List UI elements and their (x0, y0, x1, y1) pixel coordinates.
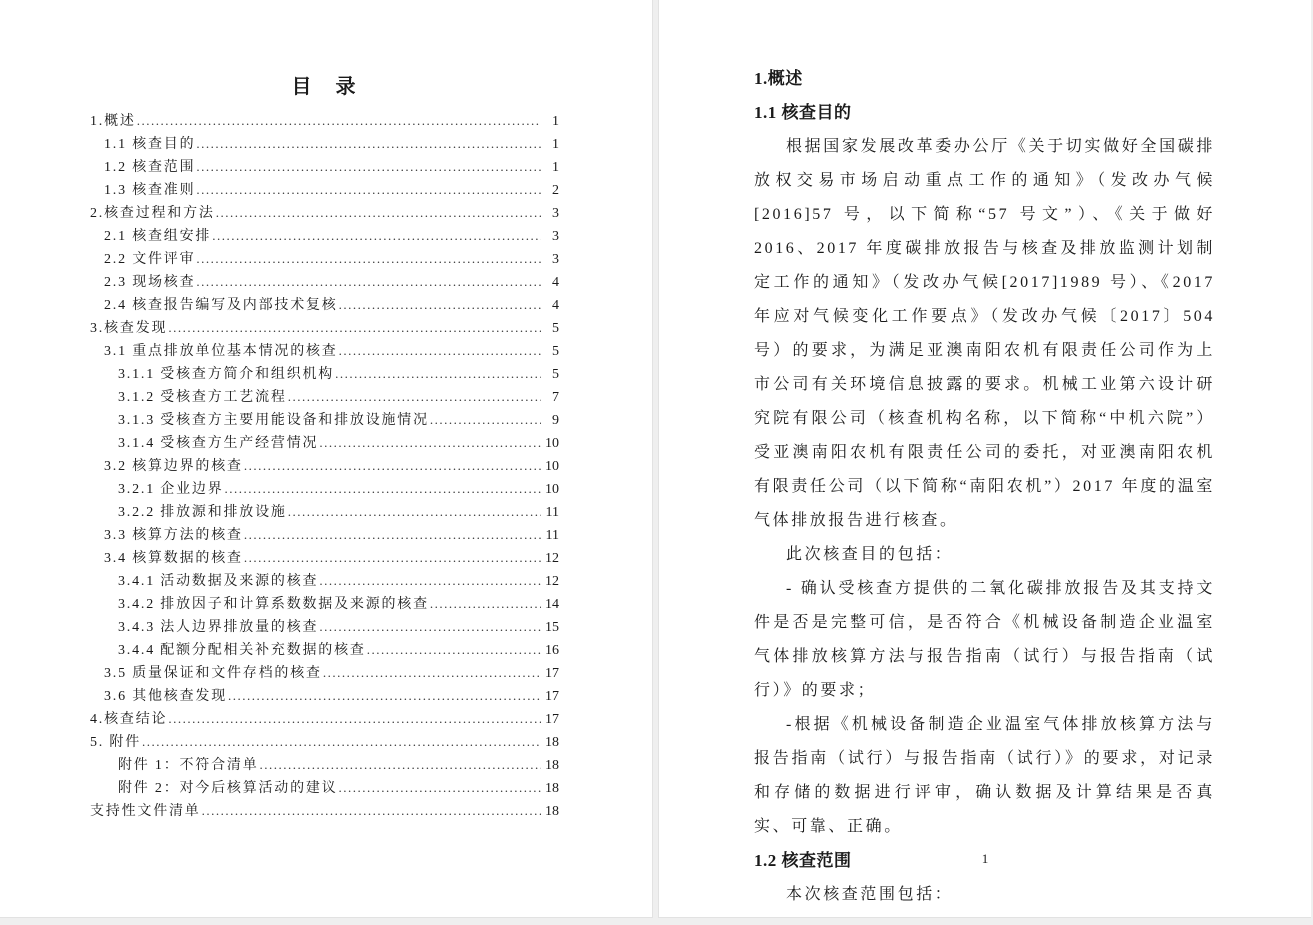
toc-entry-page-number: 18 (545, 781, 559, 796)
toc-entry-page-number: 17 (545, 689, 559, 704)
toc-dot-leader (228, 685, 541, 708)
toc-entry-page-number: 10 (545, 482, 559, 497)
toc-dot-leader (137, 110, 541, 133)
toc-entry[interactable] (90, 455, 559, 478)
toc-entry-label: 3.2 核算边界的核查 (104, 459, 243, 474)
section-1-heading: 1.概述 (754, 69, 803, 88)
toc-entry-label: 3.核查发现 (90, 321, 168, 336)
toc-entry-page-number: 1 (552, 137, 559, 152)
toc-dot-leader (339, 294, 541, 317)
toc-entry-page-number: 12 (545, 551, 559, 566)
toc-entry[interactable] (90, 570, 559, 593)
toc-entry[interactable] (90, 639, 559, 662)
toc-entry[interactable] (90, 731, 559, 754)
toc-entry-page-number: 3 (552, 206, 559, 221)
toc-entry[interactable] (90, 616, 559, 639)
section-1-1-heading: 1.1 核查目的 (754, 103, 852, 122)
toc-dot-leader (244, 524, 541, 547)
toc-entry-label: 3.1 重点排放单位基本情况的核查 (104, 344, 338, 359)
toc-entry[interactable] (90, 179, 559, 202)
toc-dot-leader (142, 731, 541, 754)
toc-entry[interactable] (90, 363, 559, 386)
toc-dot-leader (319, 616, 541, 639)
toc-entry-page-number: 11 (545, 528, 559, 543)
toc-entry-page-number: 11 (545, 505, 559, 520)
toc-dot-leader (323, 662, 541, 685)
toc-entry-label: 附件 2：对今后核算活动的建议 (118, 781, 338, 796)
toc-dot-leader (319, 432, 541, 455)
paragraph: 根据国家发展改革委办公厅《关于切实做好全国碳排放权交易市场启动重点工作的通知》（发改办气候[2016]57 号，以下简称“57 号文”）、《关于做好 2016、2017 年度碳排放报告与核查及排放监测计划制定工作的通知》（发改办气候[2017]1989 号）、《2017 年应对气候变化工作要点》（发改办气候〔2017〕504 号）的要求，为满足亚澳南阳农机有限责任公司作为上市公司有关环境信息披露的要求。机械工业第六设计研究院有限公司（核查机构名称，以下简称“中机六院”）受亚澳南阳农机有限责任公司的委托，对亚澳南阳农机有限责任公司（以下简称“南阳农机”）2017 年度的温室气体排放报告进行核查。 (754, 138, 1215, 529)
toc-entry-page-number: 15 (545, 620, 559, 635)
toc-dot-leader (339, 777, 542, 800)
toc-dot-leader (430, 593, 541, 616)
toc-entry-label: 3.1.2 受核查方工艺流程 (118, 390, 287, 405)
toc-entry[interactable] (90, 133, 559, 156)
toc-entry-page-number: 7 (552, 390, 559, 405)
toc-entry-page-number: 14 (545, 597, 559, 612)
toc-dot-leader (319, 570, 541, 593)
section-1-2-paragraph: 本次核查范围包括： (786, 886, 954, 903)
toc-dot-leader (335, 363, 541, 386)
toc-entry[interactable] (90, 800, 559, 823)
toc-entry-page-number: 17 (545, 712, 559, 727)
toc-entry-page-number: 3 (552, 229, 559, 244)
toc-entry-page-number: 16 (545, 643, 559, 658)
toc-entry-label: 1.2 核查范围 (104, 160, 196, 175)
content-page (658, 0, 1311, 918)
toc-entry-label: 3.5 质量保证和文件存档的核查 (104, 666, 322, 681)
paragraph: -根据《机械设备制造企业温室气体排放核算方法与报告指南（试行）与报告指南（试行）》的要求，对记录和存储的数据进行评审，确认数据及计算结果是否真实、可靠、正确。 (754, 716, 1215, 835)
toc-dot-leader (196, 156, 541, 179)
toc-entry-label: 2.3 现场核查 (104, 275, 196, 290)
toc-entry-label: 3.4.1 活动数据及来源的核查 (118, 574, 319, 589)
toc-dot-leader (339, 340, 541, 363)
toc-entry[interactable] (90, 248, 559, 271)
toc-entry-page-number: 5 (552, 367, 559, 382)
toc-entry-label: 3.2.2 排放源和排放设施 (118, 505, 287, 520)
toc-entry-page-number: 2 (552, 183, 559, 198)
toc-dot-leader (244, 547, 541, 570)
toc-entry-label: 3.6 其他核查发现 (104, 689, 227, 704)
toc-entry[interactable] (90, 547, 559, 570)
toc-entry[interactable] (90, 409, 559, 432)
toc-list (90, 110, 559, 823)
section-1-1-body (754, 130, 1215, 844)
page-number: 1 (981, 851, 989, 866)
toc-entry-page-number: 1 (552, 160, 559, 175)
toc-entry-label: 附件 1：不符合清单 (118, 758, 259, 773)
toc-entry-page-number: 5 (552, 344, 559, 359)
toc-entry-label: 2.2 文件评审 (104, 252, 196, 267)
toc-entry[interactable] (90, 271, 559, 294)
toc-entry-label: 1.3 核查准则 (104, 183, 196, 198)
toc-dot-leader (430, 409, 541, 432)
toc-entry[interactable] (90, 524, 559, 547)
toc-entry[interactable] (90, 317, 559, 340)
toc-entry[interactable] (90, 432, 559, 455)
toc-entry-label: 1.1 核查目的 (104, 137, 196, 152)
toc-entry[interactable] (90, 156, 559, 179)
toc-dot-leader (260, 754, 542, 777)
toc-entry[interactable] (90, 708, 559, 731)
section-1-2-heading: 1.2 核查范围 (754, 851, 852, 870)
toc-entry-label: 1.概述 (90, 114, 136, 129)
toc-dot-leader (288, 386, 541, 409)
toc-entry-page-number: 5 (552, 321, 559, 336)
toc-title: 目 录 (291, 76, 358, 98)
toc-entry-page-number: 4 (552, 298, 559, 313)
toc-entry[interactable] (90, 593, 559, 616)
toc-entry-page-number: 18 (545, 758, 559, 773)
toc-entry-label: 3.4 核算数据的核查 (104, 551, 243, 566)
toc-entry[interactable] (90, 478, 559, 501)
toc-entry-page-number: 10 (545, 459, 559, 474)
toc-entry-label: 3.4.2 排放因子和计算系数数据及来源的核查 (118, 597, 429, 612)
toc-entry-page-number: 10 (545, 436, 559, 451)
toc-entry-page-number: 17 (545, 666, 559, 681)
toc-entry[interactable] (90, 225, 559, 248)
toc-entry-label: 3.1.1 受核查方简介和组织机构 (118, 367, 335, 382)
toc-dot-leader (202, 800, 541, 823)
toc-page (0, 0, 653, 918)
toc-entry-page-number: 12 (545, 574, 559, 589)
toc-dot-leader (216, 202, 541, 225)
toc-entry[interactable] (90, 294, 559, 317)
toc-entry-label: 3.2.1 企业边界 (118, 482, 224, 497)
toc-dot-leader (196, 179, 541, 202)
toc-entry-page-number: 3 (552, 252, 559, 267)
toc-dot-leader (196, 271, 541, 294)
toc-entry[interactable] (90, 202, 559, 225)
toc-entry[interactable] (90, 777, 559, 800)
toc-entry[interactable] (90, 501, 559, 524)
toc-entry-label: 2.1 核查组安排 (104, 229, 212, 244)
toc-entry-label: 2.核查过程和方法 (90, 206, 215, 221)
paragraph: 此次核查目的包括： (786, 546, 954, 563)
toc-entry-label: 3.3 核算方法的核查 (104, 528, 243, 543)
toc-dot-leader (367, 639, 541, 662)
toc-dot-leader (288, 501, 541, 524)
toc-dot-leader (196, 248, 541, 271)
paragraph: - 确认受核查方提供的二氧化碳排放报告及其支持文件是否是完整可信，是否符合《机械设备制造企业温室气体排放核算方法与报告指南（试行）与报告指南（试行）》的要求； (754, 580, 1215, 699)
toc-entry-label: 支持性文件清单 (90, 804, 201, 819)
toc-entry-page-number: 9 (552, 413, 559, 428)
toc-entry[interactable] (90, 110, 559, 133)
toc-dot-leader (244, 455, 541, 478)
toc-entry-label: 3.1.4 受核查方生产经营情况 (118, 436, 319, 451)
toc-entry-label: 4.核查结论 (90, 712, 168, 727)
toc-entry-page-number: 18 (545, 804, 559, 819)
toc-dot-leader (196, 133, 541, 156)
toc-entry[interactable] (90, 685, 559, 708)
toc-entry-page-number: 4 (552, 275, 559, 290)
toc-dot-leader (168, 317, 541, 340)
toc-entry-page-number: 18 (545, 735, 559, 750)
toc-dot-leader (168, 708, 541, 731)
toc-entry[interactable] (90, 340, 559, 363)
toc-entry[interactable] (90, 754, 559, 777)
toc-entry[interactable] (90, 386, 559, 409)
toc-entry[interactable] (90, 662, 559, 685)
toc-entry-label: 3.4.4 配额分配相关补充数据的核查 (118, 643, 366, 658)
toc-dot-leader (212, 225, 541, 248)
toc-dot-leader (225, 478, 542, 501)
toc-entry-page-number: 1 (552, 114, 559, 129)
toc-entry-label: 2.4 核查报告编写及内部技术复核 (104, 298, 338, 313)
toc-entry-label: 3.4.3 法人边界排放量的核查 (118, 620, 319, 635)
toc-entry-label: 5. 附件 (90, 735, 141, 750)
toc-entry-label: 3.1.3 受核查方主要用能设备和排放设施情况 (118, 413, 429, 428)
